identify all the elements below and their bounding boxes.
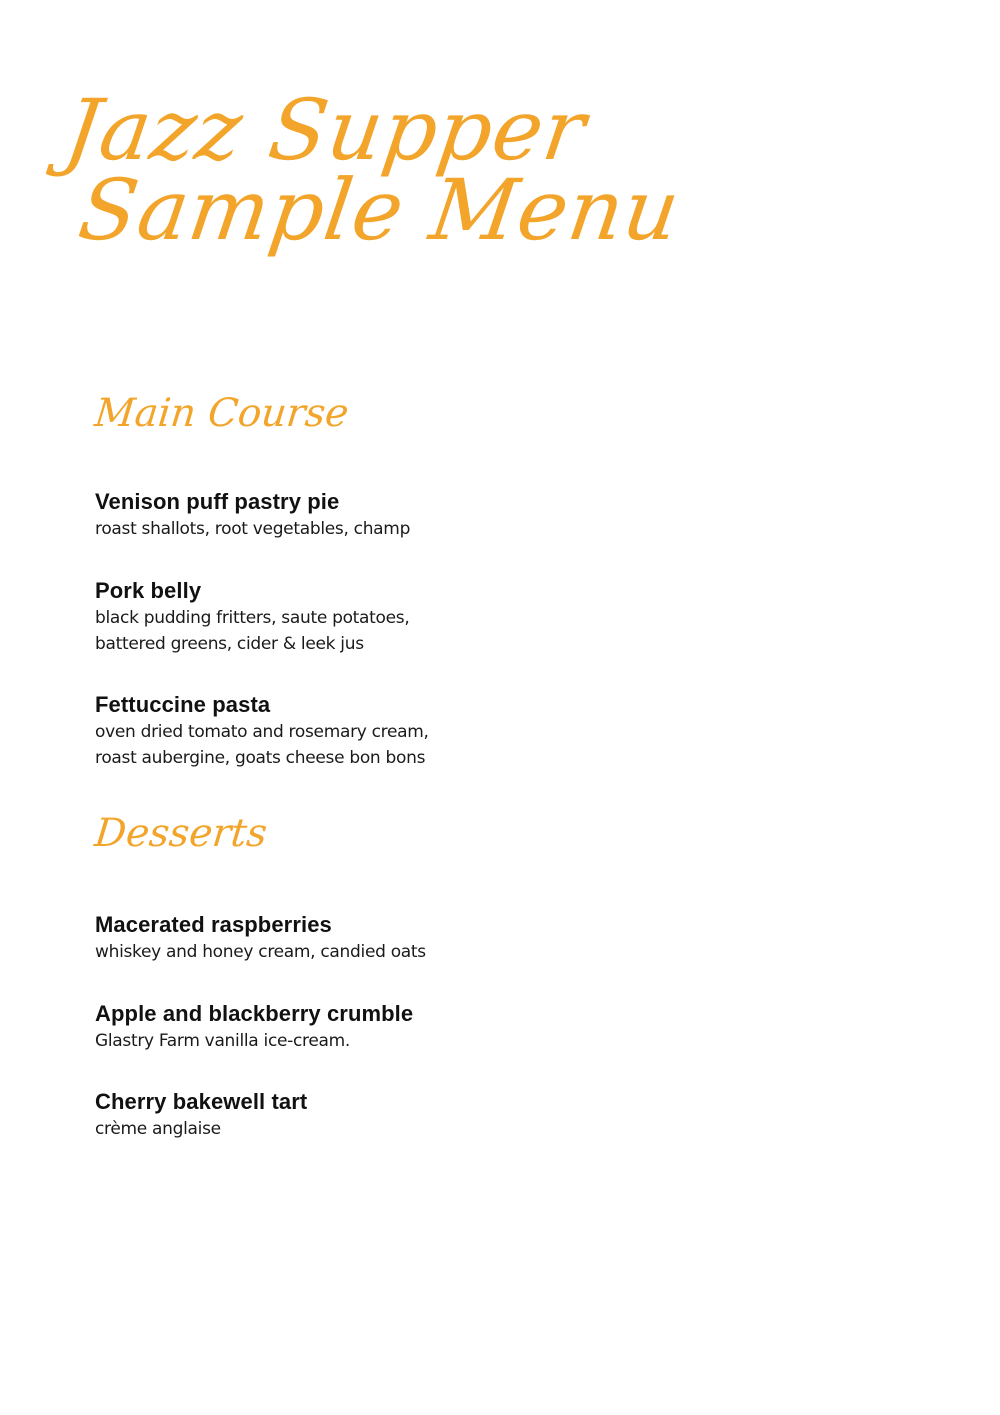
menu-item — [95, 1000, 655, 1054]
menu-title-line-1: Jazz Supper — [59, 81, 592, 179]
menu-item-name: Apple and blackberry crumble — [95, 1001, 414, 1026]
menu-item-description-line: black pudding fritters, saute potatoes, — [95, 608, 410, 628]
menu-item-description-line: roast shallots, root vegetables, champ — [95, 519, 411, 539]
menu-item — [95, 911, 655, 965]
menu-title-line-2: Sample Menu — [73, 161, 687, 259]
menu-item — [95, 488, 655, 542]
menu-item-description — [95, 1116, 655, 1142]
menu-item — [95, 1088, 655, 1142]
menu-item-name: Pork belly — [95, 578, 202, 603]
section-heading-main-course: Main Course — [92, 391, 351, 436]
menu-item-description — [95, 1028, 655, 1054]
menu-item-description — [95, 605, 655, 657]
menu-item-description-line: crème anglaise — [95, 1119, 221, 1139]
section-heading-desserts: Desserts — [92, 811, 270, 856]
menu-item-description — [95, 516, 655, 542]
menu-item-description-line: Glastry Farm vanilla ice-cream. — [95, 1031, 350, 1051]
menu-item-description-line: roast aubergine, goats cheese bon bons — [95, 748, 426, 768]
menu-item-name: Fettuccine pasta — [95, 692, 271, 717]
menu-item-name: Macerated raspberries — [95, 912, 332, 937]
menu-item-description — [95, 939, 655, 965]
menu-item-description-line: whiskey and honey cream, candied oats — [95, 942, 426, 962]
menu-item-description-line: oven dried tomato and rosemary cream, — [95, 722, 429, 742]
menu-item-description-line: battered greens, cider & leek jus — [95, 634, 364, 654]
menu-item-name: Venison puff pastry pie — [95, 489, 340, 514]
menu-item-name: Cherry bakewell tart — [95, 1089, 308, 1114]
menu-item-description — [95, 719, 655, 771]
menu-item — [95, 577, 655, 657]
menu-item — [95, 691, 655, 771]
